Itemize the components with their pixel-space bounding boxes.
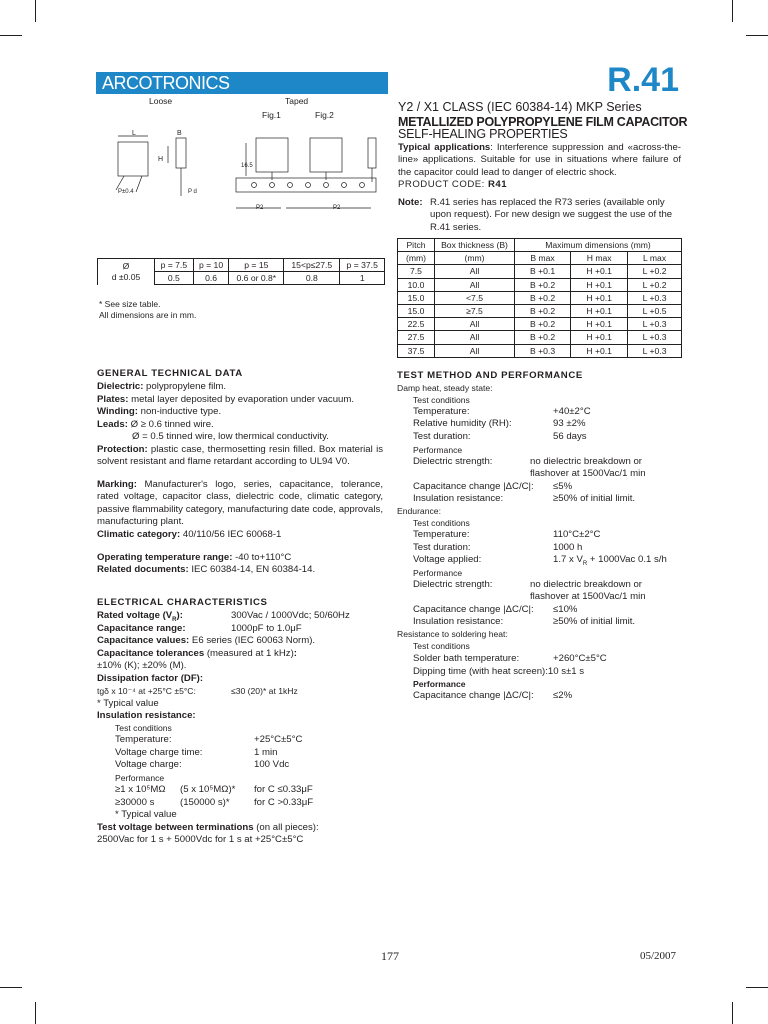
table-cell: 22.5 <box>398 318 435 331</box>
damp-cc-label: Capacitance change |ΔC/C|: <box>413 481 534 492</box>
operating-temp-line: Operating temperature range: -40 to+110°C <box>97 552 292 563</box>
cap-tolerance-values: ±10% (K); ±20% (M). <box>97 660 187 671</box>
damp-temp-value: +40±2°C <box>553 406 591 417</box>
leads-line-2: Ø = 0.5 tinned wire, low thermical conductivity. <box>132 431 329 442</box>
table-cell: B +0.2 <box>515 304 571 317</box>
dim-pd: P d <box>188 189 197 195</box>
ins-temp-value: +25°C±5°C <box>254 734 303 745</box>
marking-text: Marking: Manufacturer's logo, series, capacitance, tolerance, rated voltage, capacitor class, dielectric code, climatic category, passive flammability category, manufacturing date code, approvals, manufacturing plant. <box>97 479 383 528</box>
crop-mark <box>732 0 733 22</box>
lead-header-cell: p = 7.5 <box>155 259 194 272</box>
end-ir-value: ≥50% of initial limit. <box>553 616 636 627</box>
lead-header-cell: p = 15 <box>229 259 284 272</box>
damp-cc-value: ≤5% <box>553 481 573 492</box>
table-cell: 15.0 <box>398 291 435 304</box>
solder-bath-value: +260°C±5°C <box>553 653 607 664</box>
lead-value-cell: 0.5 <box>155 272 194 285</box>
table-cell: All <box>435 318 515 331</box>
df-label: Dissipation factor (DF): <box>97 673 204 684</box>
table-subheader: L max <box>628 252 682 265</box>
max-dimensions-table <box>397 238 682 358</box>
lead-row-label: Ø d ±0.05 <box>98 259 155 285</box>
typical-value-note-2: * Typical value <box>115 809 177 820</box>
table-cell: B +0.1 <box>515 265 571 278</box>
table-subheader: H max <box>571 252 628 265</box>
end-cc-value: ≤10% <box>553 604 578 615</box>
rated-voltage-value: 300Vac / 1000Vdc; 50/60Hz <box>231 610 350 621</box>
table-cell: B +0.2 <box>515 331 571 344</box>
table-subheader: (mm) <box>435 252 515 265</box>
table-row <box>398 278 682 291</box>
end-ds-value1: no dielectric breakdown or <box>530 579 642 590</box>
table-cell: 37.5 <box>398 344 435 357</box>
cap-range-value: 1000pF to 1.0μF <box>231 623 302 634</box>
date-stamp: 05/2007 <box>640 950 677 962</box>
table-cell: L +0.3 <box>628 331 682 344</box>
table-row <box>398 318 682 331</box>
fig1-label: Fig.1 <box>262 110 281 120</box>
table-row <box>398 344 682 357</box>
loose-label: Loose <box>149 96 173 106</box>
test-voltage-value: 2500Vac for 1 s + 5000Vdc for 1 s at +25°C±5°C <box>97 834 304 845</box>
cap-range-label: Capacitance range: <box>97 623 186 634</box>
table-row <box>398 331 682 344</box>
vct-value: 1 min <box>254 747 278 758</box>
damp-ir-label: Insulation resistance: <box>413 493 504 504</box>
damp-duration-value: 56 days <box>553 431 587 442</box>
test-conditions-label: Test conditions <box>413 395 470 405</box>
table-cell: 27.5 <box>398 331 435 344</box>
lead-header-cell: p = 10 <box>193 259 229 272</box>
note-text: R.41 series has replaced the R73 series (available only upon request). For new design we suggest the use of the R.41 series. <box>430 197 673 233</box>
lead-value-cell: 0.8 <box>284 272 340 285</box>
cap-tolerance-line: Capacitance tolerances (measured at 1 kHz): <box>97 648 297 659</box>
table-cell: H +0.1 <box>571 278 628 291</box>
table-cell: B +0.2 <box>515 278 571 291</box>
vc-value: 100 Vdc <box>254 759 290 770</box>
perf1-c: for C ≤0.33μF <box>254 784 313 795</box>
damp-ds-value2: flashover at 1500Vac/1 min <box>530 468 646 479</box>
crop-mark <box>0 35 22 36</box>
damp-rh-value: 93 ±2% <box>553 418 586 429</box>
crop-mark <box>35 1002 36 1024</box>
table-cell: L +0.2 <box>628 265 682 278</box>
end-temp-value: 110°C±2°C <box>553 529 601 540</box>
performance-label: Performance <box>413 445 463 455</box>
df-value: ≤30 (20)* at 1kHz <box>231 686 298 696</box>
table-cell: 10.0 <box>398 278 435 291</box>
solder-performance-label: Performance <box>413 679 466 689</box>
lead-header-cell: p = 37.5 <box>340 259 385 272</box>
table-header: Box thickness (B) <box>435 239 515 252</box>
perf1-a: ≥1 x 10⁵MΩ <box>115 784 166 795</box>
table-cell: H +0.1 <box>571 304 628 317</box>
table-cell: L +0.5 <box>628 304 682 317</box>
dim-l: L <box>132 130 136 137</box>
table-cell: H +0.1 <box>571 291 628 304</box>
electrical-heading: ELECTRICAL CHARACTERISTICS <box>97 597 268 608</box>
endurance-label: Endurance: <box>397 506 441 516</box>
table-cell: B +0.3 <box>515 344 571 357</box>
end-duration-label: Test duration: <box>413 542 471 553</box>
table-header: Maximum dimensions (mm) <box>515 239 682 252</box>
end-temp-label: Temperature: <box>413 529 470 540</box>
test-voltage-line: Test voltage between terminations (on all pieces): <box>97 822 319 833</box>
dim-p2-a: P2 <box>256 205 264 211</box>
solder-label: Resistance to soldering heat: <box>397 629 508 639</box>
perf2-a: ≥30000 s <box>115 797 155 808</box>
crop-mark <box>732 1002 733 1024</box>
end-voltage-value: 1.7 x $V_R + 1000Vac$ 0.1 s/h <box>553 554 667 567</box>
typical-value-note: * Typical value <box>97 698 159 709</box>
lead-diameter-table <box>97 258 385 285</box>
table-cell: H +0.1 <box>571 344 628 357</box>
crop-mark <box>746 987 768 988</box>
test-conditions-label: Test conditions <box>115 723 172 733</box>
solder-cc-value: ≤2% <box>553 690 573 701</box>
table-row <box>398 304 682 317</box>
crop-mark <box>0 987 22 988</box>
table-cell: All <box>435 278 515 291</box>
table-header: Pitch <box>398 239 435 252</box>
damp-ds-value1: no dielectric breakdown or <box>530 456 642 467</box>
related-docs-line: Related documents: IEC 60384-14, EN 60384-14. <box>97 564 316 575</box>
dipping-time: Dipping time (with heat screen):10 s±1 s <box>413 666 585 677</box>
perf2-c: for C >0.33μF <box>254 797 314 808</box>
winding-line: Winding: non-inductive type. <box>97 406 222 417</box>
table-cell: 15.0 <box>398 304 435 317</box>
table-cell: All <box>435 344 515 357</box>
dielectric-line: Dielectric: polypropylene film. <box>97 381 227 392</box>
lead-value-cell: 1 <box>340 272 385 285</box>
typical-applications: Typical applications: Interference suppression and «across-the-line» applications. Suitable for use in situations where failure of the capacitor could lead to danger of electric shock. <box>398 142 681 178</box>
end-duration-value: 1000 h <box>553 542 583 553</box>
page-number: 177 <box>381 949 399 963</box>
table-cell: H +0.1 <box>571 331 628 344</box>
protection-text: Protection: plastic case, thermosetting resin filled. Box material is solvent resistant and flame retardant according to UL94 V0. <box>97 444 383 468</box>
end-ir-label: Insulation resistance: <box>413 616 504 627</box>
class-subtitle: Y2 / X1 CLASS (IEC 60384-14) MKP Series <box>398 100 642 114</box>
table-cell: H +0.1 <box>571 265 628 278</box>
table-cell: L +0.3 <box>628 318 682 331</box>
table-cell: B +0.2 <box>515 291 571 304</box>
damp-temp-label: Temperature: <box>413 406 470 417</box>
table-cell: ≥7.5 <box>435 304 515 317</box>
vc-label: Voltage charge: <box>115 759 182 770</box>
table-cell: B +0.2 <box>515 318 571 331</box>
vct-label: Voltage charge time: <box>115 747 203 758</box>
table-cell: <7.5 <box>435 291 515 304</box>
fig2-label: Fig.2 <box>315 110 334 120</box>
perf1-b: (5 x 10⁵MΩ)* <box>180 784 236 795</box>
test-heading: TEST METHOD AND PERFORMANCE <box>397 370 583 381</box>
test-conditions-label: Test conditions <box>413 518 470 528</box>
damp-rh-label: Relative humidity (RH): <box>413 418 512 429</box>
performance-label: Performance <box>413 568 463 578</box>
damp-ir-value: ≥50% of initial limit. <box>553 493 636 504</box>
rated-voltage-label: Rated voltage $(V_R)$: <box>97 610 183 623</box>
dim-p2-b: P2 <box>333 205 341 211</box>
solder-bath-label: Solder bath temperature: <box>413 653 520 664</box>
series-title: R.41 <box>607 61 679 99</box>
end-voltage-label: Voltage applied: <box>413 554 482 565</box>
crop-mark <box>35 0 36 22</box>
end-cc-label: Capacitance change |ΔC/C|: <box>413 604 534 615</box>
table-subheader: B max <box>515 252 571 265</box>
mm-note: All dimensions are in mm. <box>99 310 197 320</box>
damp-duration-label: Test duration: <box>413 431 471 442</box>
dim-16-5: 16.5 <box>241 163 253 169</box>
plates-line: Plates: metal layer deposited by evaporation under vacuum. <box>97 394 355 405</box>
table-subheader: (mm) <box>398 252 435 265</box>
perf2-b: (150000 s)* <box>180 797 230 808</box>
end-ds-value2: flashover at 1500Vac/1 min <box>530 591 646 602</box>
ins-temp-label: Temperature: <box>115 734 172 745</box>
product-code: PRODUCT CODE: R41 <box>398 179 508 190</box>
table-cell: All <box>435 265 515 278</box>
dim-b: B <box>177 130 182 137</box>
test-conditions-label: Test conditions <box>413 641 470 651</box>
performance-label: Performance <box>115 773 165 783</box>
leads-line: Leads: Ø ≥ 0.6 tinned wire. <box>97 419 214 430</box>
size-table-note: * See size table. <box>99 299 161 309</box>
table-row <box>398 291 682 304</box>
df-text: tgδ x 10⁻⁴ at +25°C ±5°C: <box>97 686 196 696</box>
solder-cc-label: Capacitance change |ΔC/C|: <box>413 690 534 701</box>
table-row <box>398 265 682 278</box>
self-healing-subtitle: SELF-HEALING PROPERTIES <box>398 127 568 141</box>
crop-mark <box>746 35 768 36</box>
taped-label: Taped <box>285 96 309 106</box>
dim-p: P±0.4 <box>118 189 134 195</box>
damp-ds-label: Dielectric strength: <box>413 456 493 467</box>
brand-bar: ARCOTRONICS <box>96 72 388 94</box>
lead-header-cell: 15<p≤27.5 <box>284 259 340 272</box>
lead-value-cell: 0.6 <box>193 272 229 285</box>
table-cell: L +0.3 <box>628 344 682 357</box>
end-ds-label: Dielectric strength: <box>413 579 493 590</box>
product-type-title: METALLIZED POLYPROPYLENE FILM CAPACITOR <box>398 115 688 129</box>
lead-value-cell: 0.6 or 0.8* <box>229 272 284 285</box>
insulation-label: Insulation resistance: <box>97 710 196 721</box>
note-label: Note: <box>398 197 423 208</box>
table-cell: All <box>435 331 515 344</box>
cap-values-line: Capacitance values: E6 series (IEC 60063 Norm). <box>97 635 316 646</box>
table-cell: 7.5 <box>398 265 435 278</box>
general-heading: GENERAL TECHNICAL DATA <box>97 368 243 379</box>
dim-h: H <box>158 156 164 163</box>
table-cell: L +0.2 <box>628 278 682 291</box>
damp-heat-label: Damp heat, steady state: <box>397 383 493 393</box>
climatic-line: Climatic category: 40/110/56 IEC 60068-1 <box>97 529 282 540</box>
table-cell: L +0.3 <box>628 291 682 304</box>
table-cell: H +0.1 <box>571 318 628 331</box>
